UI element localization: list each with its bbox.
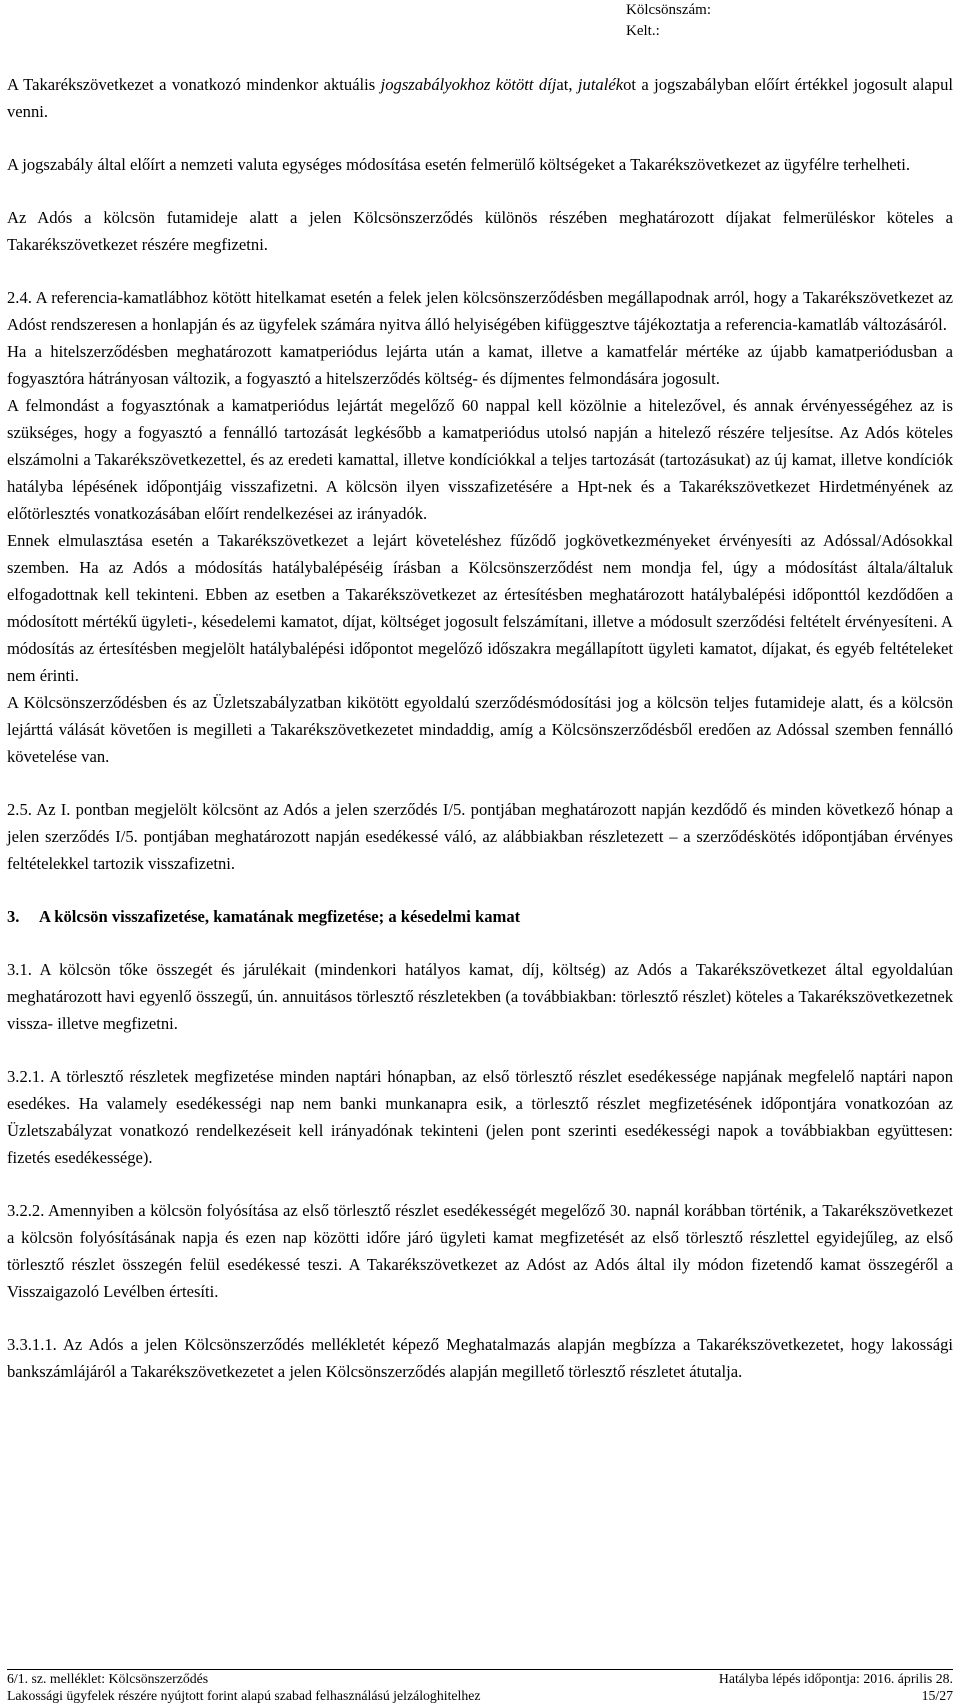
loan-number-label: Kölcsönszám: — [626, 2, 711, 18]
section-3-3-1-1-authorization: 3.3.1.1. Az Adós a jelen Kölcsönszerződés mellékletét képező Meghatalmazás alapján megbízza a Takarékszövetkezetet, hogy lakossági bankszámlájáról a Takarékszövetkezetet a jelen Kölcsönszerződés alapján megillető törlesztő részletet átutalja. — [7, 1335, 953, 1381]
footer-page-number: 15/27 — [921, 1688, 953, 1703]
section-3-heading: 3. A kölcsön visszafizetése, kamatának megfizetése; a késedelmi kamat — [7, 907, 521, 926]
paragraph-fee-payment: Az Adós a kölcsön futamideje alatt a jelen Kölcsönszerződés különös részében meghatározott díjakat felmerüléskor köteles a Takarékszövetkezet részére megfizetni. — [7, 208, 953, 254]
section-2-4-unilateral-modification: A Kölcsönszerződésben és az Üzletszabályzatban kikötött egyoldalú szerződésmódosítási jog a kölcsön teljes futamideje alatt, és a kölcsön lejárttá válását követően is megilleti a Takarékszövetkezetet mindaddig, amíg a Kölcsönszerződésből eredően az Adóssal szemben fennálló követelése van. — [7, 693, 953, 766]
date-label: Kelt.: — [626, 23, 660, 39]
section-3-2-2-early-disbursement: 3.2.2. Amennyiben a kölcsön folyósítása az első törlesztő részlet esedékességét megelőző 30. napnál korábban történik, a Takarékszövetkezet a kölcsön folyósításának napja és ezen nap közötti időre járó ügyleti kamat megfizetését az első törlesztő részlettel egyidejűleg, az első törlesztő részlet összegén felül esedékessé teszi. A Takarékszövetkezet az Adóst az Adós által ily módon fizetendő kamat összegéről a Visszaigazoló Levélben értesíti. — [7, 1201, 953, 1301]
document-header — [626, 0, 711, 42]
footer-effective-date: Hatályba lépés időpontja: 2016. április 28. — [718, 1671, 953, 1686]
footer-product-description: Lakossági ügyfelek részére nyújtott forint alapú szabad felhasználású jelzáloghitelhez — [7, 1688, 481, 1703]
section-3-2-1-due-dates: 3.2.1. A törlesztő részletek megfizetése minden naptári hónapban, az első törlesztő részlet esedékessége napjának megfelelő naptári napon esedékes. Ha valamely esedékességi nap nem banki munkanapra esik, a törlesztő részlet megfizetésének időpontjára vonatkozóan az Üzletszabályzat vonatkozó rendelkezéseit kell irányadónak tekinteni (jelen pont szerinti esedékességi napok a továbbiakban együttesen: fizetés esedékessége). — [7, 1067, 953, 1167]
section-2-4-consequences: Ennek elmulasztása esetén a Takarékszövetkezet a lejárt követeléshez fűződő jogkövetkezményeket érvényesíti az Adóssal/Adósokkal szemben. Ha az Adós a módosítás hatálybalépéséig írásban a Kölcsönszerződést nem mondja fel, úgy a módosítást általa/általuk elfogadottnak kell tekinteni. Ebben az esetben a Takarékszövetkezet az értesítésben meghatározott hatálybalépési időponttól kezdődően a módosított mértékű ügyleti-, késedelemi kamatot, díjat, költséget jogosult felszámítani, illetve a módosult szerződési feltételt érvényesíteni. A módosítás az értesítésben megjelölt hatálybalépési időpontot megelőző időszakra megállapított ügyleti kamatot, díjakat, és egyéb feltételeket nem érinti. — [7, 531, 953, 685]
paragraph-currency-change: A jogszabály által előírt a nemzeti valuta egységes módosítása esetén felmerülő költségeket a Takarékszövetkezet az ügyfélre terhelheti. — [7, 155, 910, 174]
section-3-1-annuity: 3.1. A kölcsön tőke összegét és járulékait (mindenkori hatályos kamat, díj, költség) az Adós a Takarékszövetkezet által egyoldalúan meghatározott havi egyenlő összegű, ún. annuitásos törlesztő részletekben (a továbbiakban: törlesztő részlet) köteles a Takarékszövetkezetnek vissza- illetve megfizetni. — [7, 960, 953, 1033]
footer-annex-label: 6/1. sz. melléklet: Kölcsönszerződés — [7, 1671, 209, 1686]
section-2-4-termination-right: Ha a hitelszerződésben meghatározott kamatperiódus lejárta után a kamat, illetve a kamatfelár mértéke az újabb kamatperiódusban a fogyasztóra hátrányosan változik, a fogyasztó a hitelszerződés költség- és díjmentes felmondására jogosult. — [7, 342, 953, 388]
paragraph-fees-basis: A Takarékszövetkezet a vonatkozó mindenkor aktuális jogszabályokhoz kötött díjat, jutalékot a jogszabályban előírt értékkel jogosult alapul venni. — [7, 75, 953, 121]
section-2-4-reference-rate: 2.4. A referencia-kamatlábhoz kötött hitelkamat esetén a felek jelen kölcsönszerződésben megállapodnak arról, hogy a Takarékszövetkezet az Adóst rendszeresen a honlapján és az ügyfelek számára nyitva álló helyiségében kifüggesztve tájékoztatja a referencia-kamatláb változásáról. — [7, 288, 953, 334]
section-2-4-termination-notice: A felmondást a fogyasztónak a kamatperiódus lejártát megelőző 60 nappal kell közölnie a hitelezővel, és annak érvényességéhez az is szükséges, hogy a fogyasztó a fennálló tartozását legkésőbb a kamatperiódus utolsó napján a hitelező részére teljesítse. Az Adós köteles elszámolni a Takarékszövetkezettel, és az eredeti kamattal, illetve kondíciókkal a teljes tartozását (tartozásukat) az új kamat, illetve kondíciók hatályba lépésének időpontjáig visszafizetni. A kölcsön ilyen visszafizetésére a Hpt-nek és a Takarékszövetkezet Hirdetményének az előtörlesztés vonatkozásában előírt rendelkezései az irányadók. — [7, 396, 953, 523]
document-footer — [7, 1670, 953, 1704]
document-body — [7, 71, 953, 1385]
section-2-5-repayment: 2.5. Az I. pontban megjelölt kölcsönt az Adós a jelen szerződés I/5. pontjában meghatározott napján kezdődő és minden következő hónap a jelen szerződés I/5. pontjában meghatározott napján esedékessé váló, az alábbiakban részletezett – a szerződéskötés időpontjában érvényes feltételekkel tartozik visszafizetni. — [7, 800, 953, 873]
